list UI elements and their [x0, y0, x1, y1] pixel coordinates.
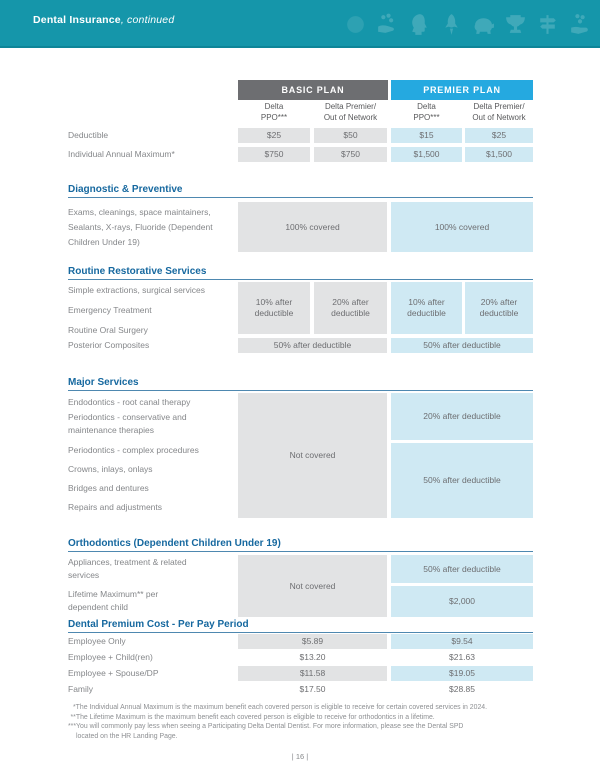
row-label-periodontics-complex: Periodontics - complex procedures	[68, 444, 199, 455]
basic-plan-header: BASIC PLAN	[238, 80, 388, 100]
row-label-periodontics-conservative: Periodontics - conservative and maintenance therapies	[68, 412, 187, 435]
row-label-employee-spouse: Employee + Spouse/DP	[68, 668, 159, 678]
subheader-line: Delta Premier/	[473, 102, 525, 111]
section-title-premium-cost: Dental Premium Cost - Per Pay Period	[68, 619, 249, 630]
table-cell: 50% after deductible	[391, 443, 533, 518]
table-cell: $750	[314, 147, 387, 162]
table-cell: $750	[238, 147, 310, 162]
table-cell: 50% after deductible	[238, 338, 387, 353]
table-cell: $2,000	[391, 586, 533, 617]
row-label-appliances: Appliances, treatment & related services	[68, 557, 187, 580]
section-title-routine: Routine Restorative Services	[68, 266, 207, 277]
table-cell: $50	[314, 128, 387, 143]
table-cell: $1,500	[391, 147, 462, 162]
table-cell: 20% after deductible	[314, 282, 387, 334]
row-label-employee-only: Employee Only	[68, 636, 126, 646]
table-cell: Not covered	[238, 393, 387, 518]
row-label-routine-oral-surgery: Routine Oral Surgery	[68, 324, 148, 335]
section-divider	[68, 632, 533, 633]
row-label-endodontics: Endodontics - root canal therapy	[68, 396, 191, 407]
row-label-emergency-treatment: Emergency Treatment	[68, 304, 152, 315]
table-cell: 20% after deductible	[465, 282, 533, 334]
page-header-band	[0, 0, 600, 48]
row-label-bridges: Bridges and dentures	[68, 482, 149, 493]
head-heart-icon	[407, 12, 432, 37]
subheader-line: PPO***	[413, 112, 440, 122]
section-divider	[68, 197, 533, 198]
table-cell: $25	[465, 128, 533, 143]
table-cell: $1,500	[465, 147, 533, 162]
section-divider	[68, 390, 533, 391]
section-divider	[68, 551, 533, 552]
subheader-line: Delta	[264, 102, 284, 111]
table-cell: $13.20	[299, 652, 326, 662]
table-cell: 20% after deductible	[391, 393, 533, 440]
table-cell: $19.05	[391, 666, 533, 681]
table-cell: $11.58	[238, 666, 387, 681]
row-label-deductible: Deductible	[68, 130, 109, 140]
page-title-main: Dental Insurance	[33, 14, 121, 26]
table-cell: $9.54	[391, 634, 533, 649]
table-cell: $25	[238, 128, 310, 143]
table-cell: 100% covered	[238, 202, 387, 252]
row-label-posterior-composites: Posterior Composites	[68, 340, 150, 350]
row-label-simple-extractions: Simple extractions, surgical services	[68, 284, 205, 295]
rocket-icon	[439, 12, 464, 37]
subheader-line: Out of Network	[323, 112, 378, 122]
section-title-diagnostic: Diagnostic & Preventive	[68, 184, 183, 195]
subheader-basic-ppo	[238, 102, 310, 123]
table-cell: $28.85	[449, 684, 475, 694]
trophy-icon	[503, 12, 528, 37]
subheader-basic-oon	[314, 102, 387, 123]
row-label-employee-children: Employee + Child(ren)	[68, 652, 153, 662]
hand-coins-icon	[375, 12, 400, 37]
footnote: ***You will commonly pay less when seeing a Participating Delta Dental Dentist. For more information, please see the Dental SPD located on the HR Landing Page.	[68, 723, 464, 740]
table-cell: $21.63	[449, 652, 475, 662]
section-title-orthodontics: Orthodontics (Dependent Children Under 19)	[68, 538, 281, 549]
row-label-annual-maximum: Individual Annual Maximum*	[68, 149, 175, 159]
page-title	[33, 14, 174, 26]
row-label-lifetime-maximum: Lifetime Maximum** per dependent child	[68, 589, 159, 612]
row-label-family: Family	[68, 684, 94, 694]
page-title-suffix: , continued	[120, 14, 175, 26]
subheader-line: Delta	[417, 102, 436, 111]
premier-plan-header: PREMIER PLAN	[391, 80, 533, 100]
coins-hand-icon	[567, 12, 592, 37]
subheader-line: PPO***	[260, 112, 288, 122]
row-label-repairs: Repairs and adjustments	[68, 501, 163, 512]
table-cell: 10% after deductible	[391, 282, 462, 334]
table-cell: $5.89	[238, 634, 387, 649]
signpost-icon	[535, 12, 560, 37]
footnote: **The Lifetime Maximum is the maximum benefit each covered person is eligible to receive for orthodontics in a lifetime.	[70, 713, 435, 721]
coin-icon	[343, 12, 368, 37]
piggy-bank-icon	[471, 12, 496, 37]
subheader-line: Out of Network	[472, 112, 526, 122]
table-cell: $17.50	[299, 684, 326, 694]
subheader-premier-ppo	[391, 102, 462, 123]
footnotes	[64, 703, 538, 741]
section-title-major: Major Services	[68, 377, 139, 388]
page-number: | 16 |	[291, 752, 309, 761]
header-icon-strip	[343, 5, 592, 43]
table-cell: 50% after deductible	[391, 338, 533, 353]
subheader-line: Delta Premier/	[324, 102, 377, 111]
row-label-crowns: Crowns, inlays, onlays	[68, 463, 153, 474]
section-divider	[68, 279, 533, 280]
table-cell: 10% after deductible	[238, 282, 310, 334]
table-cell: 100% covered	[391, 202, 533, 252]
footnote: *The Individual Annual Maximum is the maximum benefit each covered person is eligible to receive for certain covered services in 2024.	[73, 704, 488, 711]
table-cell: $15	[391, 128, 462, 143]
subheader-premier-oon	[465, 102, 533, 123]
table-cell: 50% after deductible	[391, 555, 533, 583]
row-label-diagnostic: Exams, cleanings, space maintainers, Sealants, X-rays, Fluoride (Dependent Children Under 19)	[68, 207, 213, 247]
table-cell: Not covered	[238, 555, 387, 617]
